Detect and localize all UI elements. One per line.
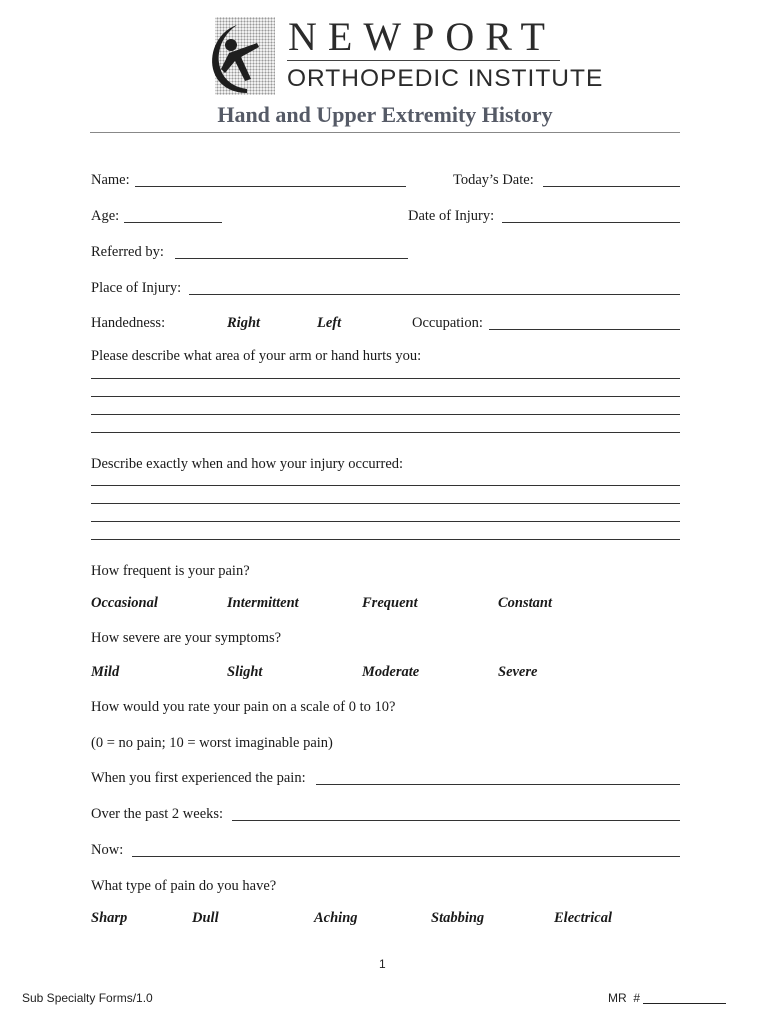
rate-question: How would you rate your pain on a scale of 0 to 10? xyxy=(91,699,396,715)
mr-number-label: MR # xyxy=(608,991,641,1005)
name-label: Name: xyxy=(91,172,130,188)
now-label: Now: xyxy=(91,842,124,858)
age-label: Age: xyxy=(91,208,120,224)
occupation-label: Occupation: xyxy=(412,315,483,331)
logo-figure-icon xyxy=(207,17,275,95)
injury-answer-line[interactable] xyxy=(91,521,680,522)
handedness-label: Handedness: xyxy=(91,315,166,331)
past-two-weeks-label: Over the past 2 weeks: xyxy=(91,806,224,822)
area-question: Please describe what area of your arm or hand hurts you: xyxy=(91,348,422,364)
brand-name-line1: NEWPORT xyxy=(288,14,556,59)
injury-answer-line[interactable] xyxy=(91,485,680,486)
now-field[interactable] xyxy=(132,856,680,857)
handedness-option-right[interactable]: Right xyxy=(227,315,261,331)
area-answer-line[interactable] xyxy=(91,378,680,379)
place-of-injury-field[interactable] xyxy=(189,294,680,295)
first-experienced-label: When you first experienced the pain: xyxy=(91,770,306,786)
injury-question: Describe exactly when and how your injury occurred: xyxy=(91,456,404,472)
form-code: Sub Specialty Forms/1.0 xyxy=(22,991,153,1005)
past-two-weeks-field[interactable] xyxy=(232,820,680,821)
severity-question: How severe are your symptoms? xyxy=(91,630,282,646)
place-of-injury-label: Place of Injury: xyxy=(91,280,182,296)
title-divider xyxy=(90,132,680,133)
frequency-option-occasional[interactable]: Occasional xyxy=(91,595,158,611)
pain-type-option-sharp[interactable]: Sharp xyxy=(91,910,128,926)
brand-divider xyxy=(287,60,560,61)
injury-answer-line[interactable] xyxy=(91,503,680,504)
pain-type-option-electrical[interactable]: Electrical xyxy=(554,910,612,926)
pain-type-option-dull[interactable]: Dull xyxy=(192,910,219,926)
brand-name-line2: ORTHOPEDIC INSTITUTE xyxy=(287,65,604,92)
area-answer-line[interactable] xyxy=(91,432,680,433)
rate-scale-note: (0 = no pain; 10 = worst imaginable pain) xyxy=(91,735,333,751)
referred-by-field[interactable] xyxy=(175,258,408,259)
todays-date-label: Today’s Date: xyxy=(453,172,534,188)
mr-number-field[interactable] xyxy=(643,1003,726,1004)
pain-type-question: What type of pain do you have? xyxy=(91,878,277,894)
pain-type-option-stabbing[interactable]: Stabbing xyxy=(431,910,485,926)
frequency-option-intermittent[interactable]: Intermittent xyxy=(227,595,299,611)
date-of-injury-field[interactable] xyxy=(502,222,680,223)
referred-by-label: Referred by: xyxy=(91,244,164,260)
occupation-field[interactable] xyxy=(489,329,680,330)
handedness-option-left[interactable]: Left xyxy=(317,315,342,331)
todays-date-field[interactable] xyxy=(543,186,680,187)
frequency-option-constant[interactable]: Constant xyxy=(498,595,552,611)
first-experienced-field[interactable] xyxy=(316,784,680,785)
name-field[interactable] xyxy=(135,186,406,187)
area-answer-line[interactable] xyxy=(91,414,680,415)
severity-option-moderate[interactable]: Moderate xyxy=(362,664,420,680)
frequency-question: How frequent is your pain? xyxy=(91,563,250,579)
newport-logo xyxy=(207,17,275,95)
frequency-option-frequent[interactable]: Frequent xyxy=(362,595,418,611)
date-of-injury-label: Date of Injury: xyxy=(408,208,495,224)
page-number: 1 xyxy=(379,957,386,971)
pain-type-option-aching[interactable]: Aching xyxy=(314,910,358,926)
severity-option-mild[interactable]: Mild xyxy=(91,664,120,680)
injury-answer-line[interactable] xyxy=(91,539,680,540)
age-field[interactable] xyxy=(124,222,222,223)
severity-option-severe[interactable]: Severe xyxy=(498,664,538,680)
area-answer-line[interactable] xyxy=(91,396,680,397)
severity-option-slight[interactable]: Slight xyxy=(227,664,263,680)
form-title: Hand and Upper Extremity History xyxy=(217,102,553,127)
